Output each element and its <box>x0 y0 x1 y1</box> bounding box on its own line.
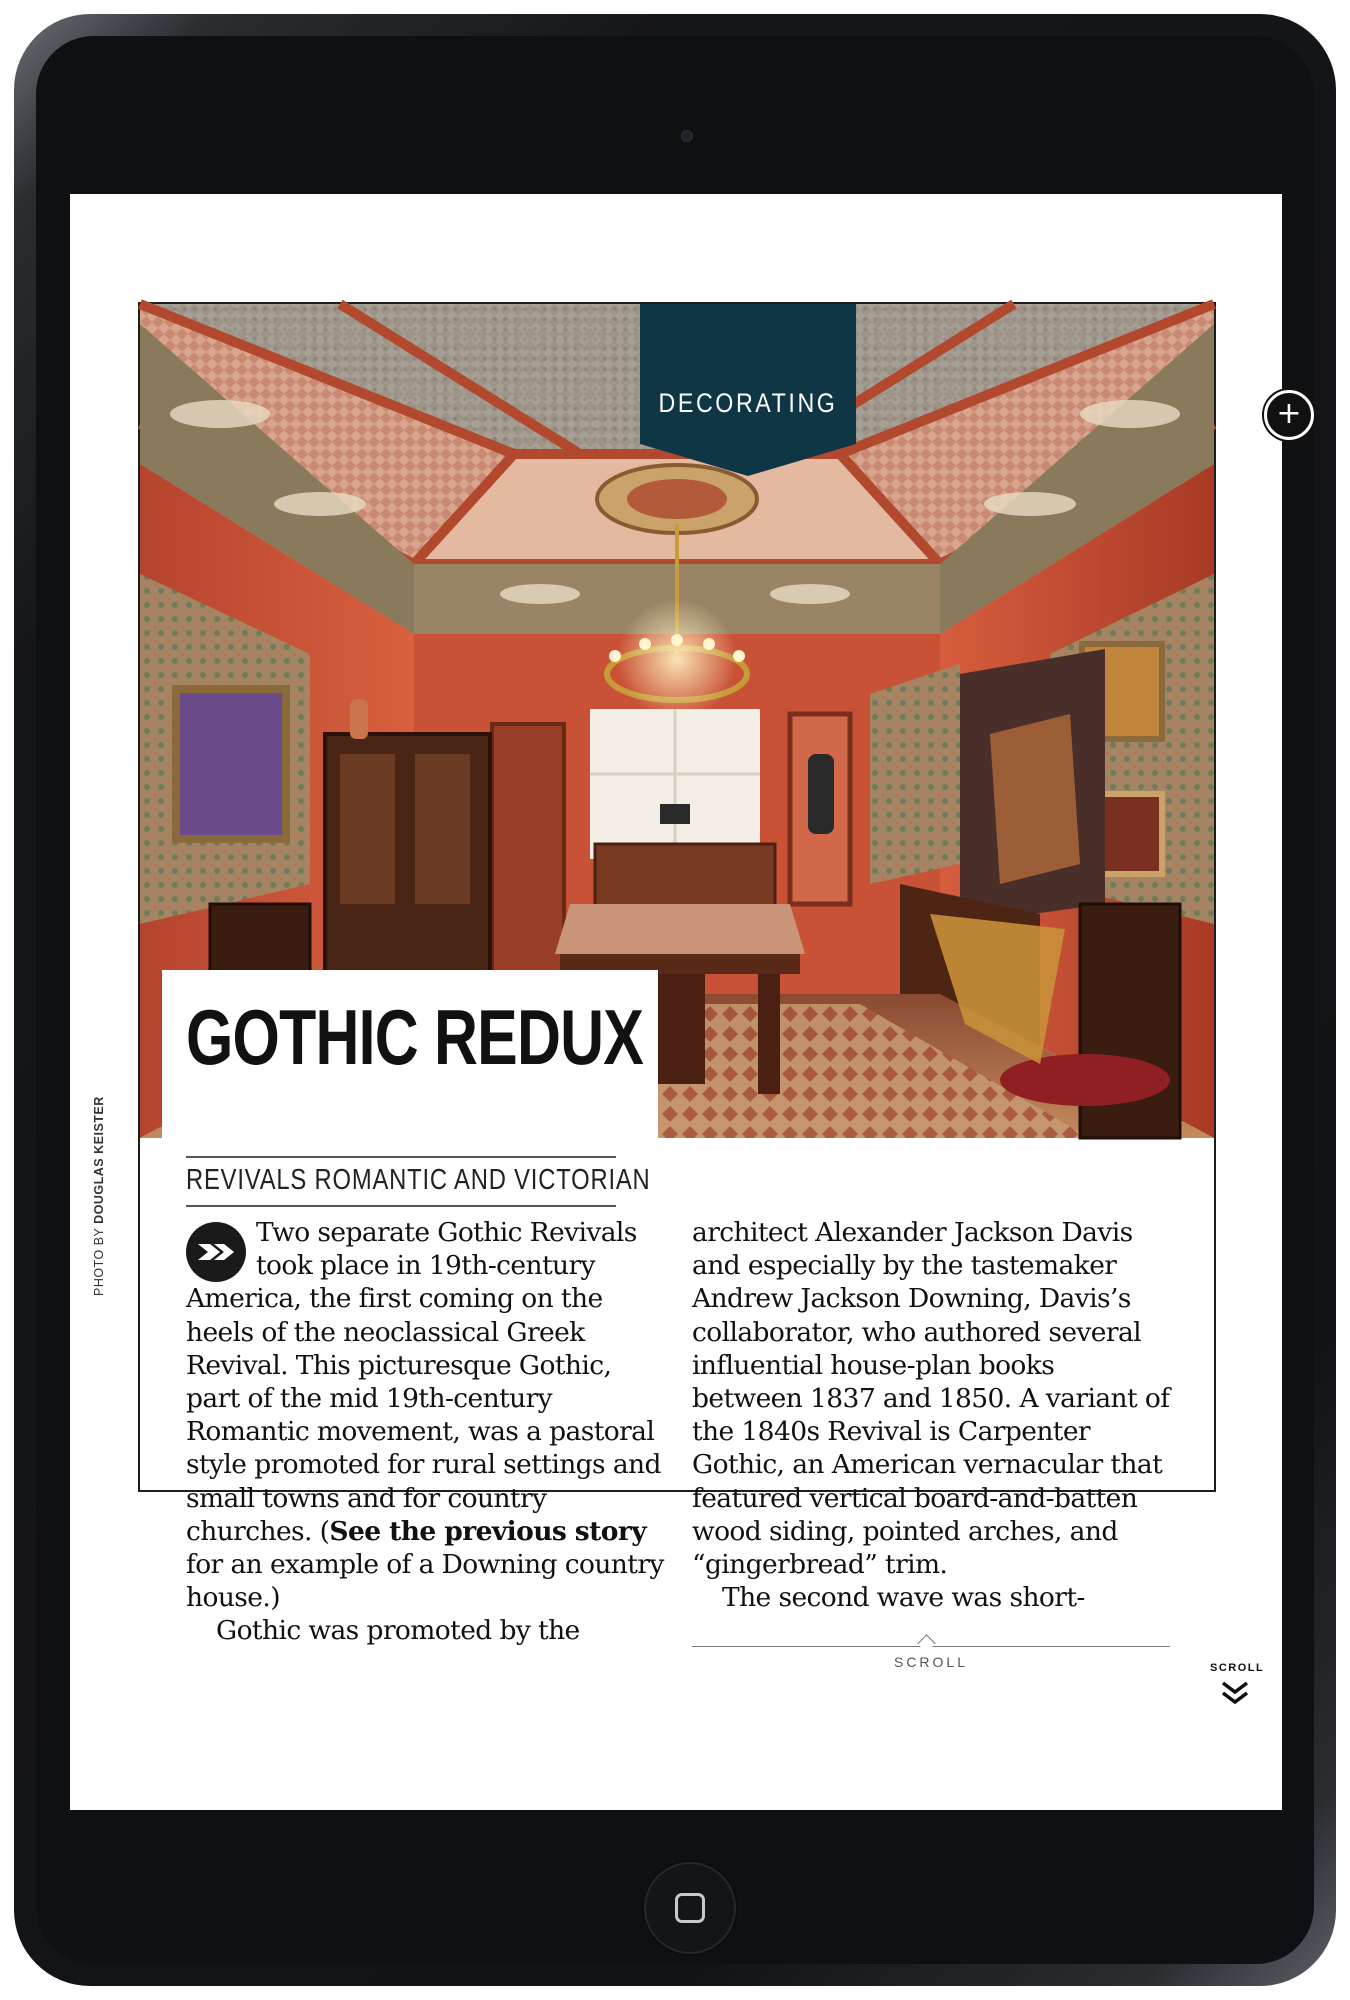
front-camera <box>681 130 693 142</box>
app-screen <box>70 194 1302 1810</box>
double-chevron-down-icon <box>1221 1680 1249 1706</box>
home-button-icon <box>675 1893 705 1923</box>
expand-button[interactable] <box>1264 390 1314 440</box>
article-subtitle <box>186 1156 651 1207</box>
body-column-right <box>692 1216 1170 1614</box>
article-subtitle-text: REVIVALS ROMANTIC AND VICTORIAN <box>186 1164 651 1196</box>
article-panel <box>138 302 1302 1670</box>
scroll-inline-label: SCROLL <box>893 1654 969 1670</box>
double-arrow-right-icon <box>186 1222 246 1282</box>
scroll-button[interactable] <box>1210 1662 1265 1722</box>
section-tab-label: DECORATING <box>658 388 838 418</box>
paragraph-2-start: Gothic was promoted by the <box>216 1615 580 1647</box>
previous-story-link[interactable]: See the previous story <box>329 1515 646 1547</box>
home-button[interactable] <box>644 1862 736 1954</box>
photo-credit <box>92 1096 106 1296</box>
scroll-notch <box>917 1634 935 1652</box>
scroll-indicator-inline[interactable] <box>692 1640 1170 1670</box>
article-title: GOTHIC REDUX <box>186 993 644 1081</box>
paragraph-1-start: Two separate Gothic Revivals took place in 19th-century America, the first coming on the heels of the neoclassical Greek Revival. This picturesque Gothic, part of the mid 19th-century Romantic movement, was a pastoral style promoted for rural settings and small towns and for country churches. ( <box>186 1217 661 1547</box>
plus-icon: + <box>1276 396 1302 431</box>
paragraph-3-start: The second wave was short- <box>722 1582 1085 1614</box>
photo-credit-name: DOUGLAS KEISTER <box>92 1096 106 1224</box>
section-tab[interactable] <box>640 304 856 476</box>
paragraph-1-end: for an example of a Downing country house.) <box>186 1549 664 1614</box>
title-box <box>162 970 658 1142</box>
scroll-corner-label: SCROLL <box>1210 1662 1265 1674</box>
photo-credit-prefix: PHOTO BY <box>92 1227 106 1296</box>
paragraph-2-continued: architect Alexander Jackson Davis and especially by the tastemaker Andrew Jackson Downing, Davis’s collaborator, who authored several influential house-plan books between 1837 and 1850. A variant of the 1840s Revival is Carpenter Gothic, an American vernacular that featured vertical board-and-batten wood siding, pointed arches, and “gingerbread” trim. <box>692 1217 1170 1581</box>
paragraph-1 <box>186 1216 664 1614</box>
body-column-left <box>186 1216 664 1648</box>
